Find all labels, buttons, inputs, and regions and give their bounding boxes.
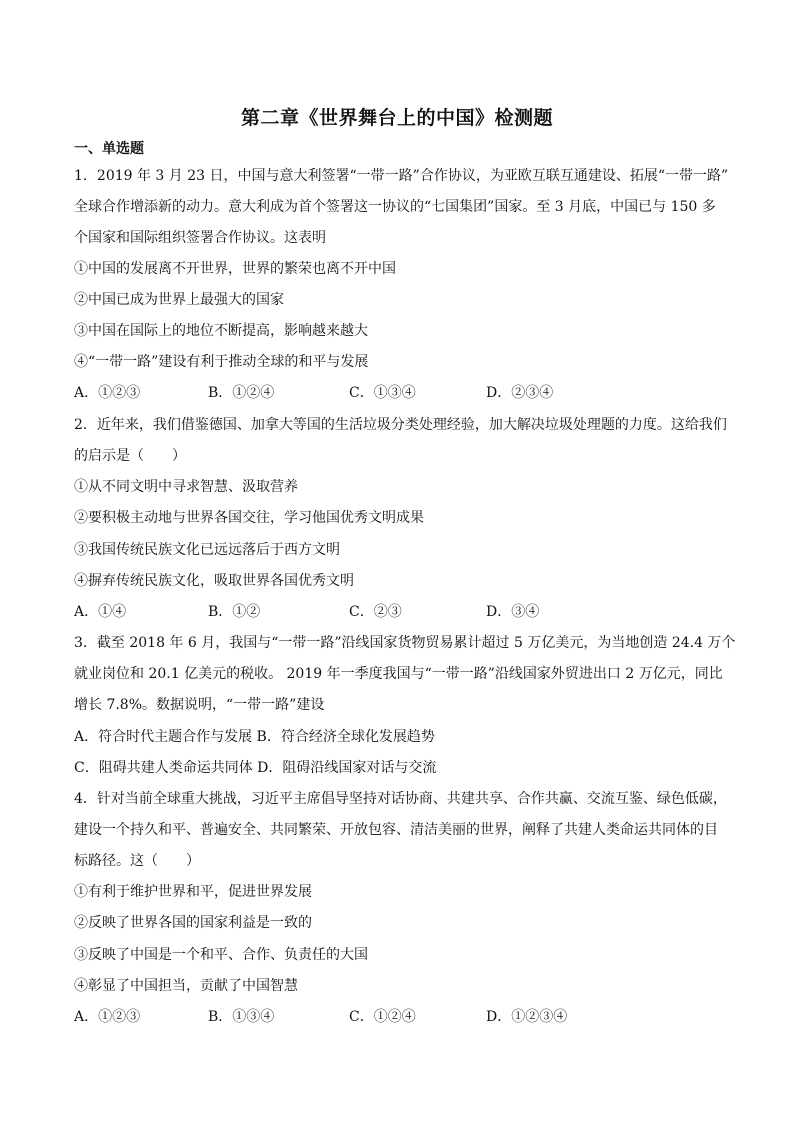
- question-2-statement: ④摒弃传统民族文化，吸取世界各国优秀文明: [74, 573, 354, 589]
- page-title: 第二章《世界舞台上的中国》检测题: [240, 107, 553, 129]
- option-b[interactable]: B．①②④: [208, 385, 275, 401]
- option-a[interactable]: A．①②③: [74, 385, 141, 401]
- question-1-statement: ④“一带一路”建设有利于推动全球的和平与发展: [74, 354, 369, 370]
- option-a[interactable]: A．①④: [74, 604, 127, 620]
- question-4-statement: ④彰显了中国担当，贡献了中国智慧: [74, 978, 298, 994]
- question-1-line: 全球合作增添新的动力。意大利成为首个签署这一协议的“七国集团”国家。至 3 月底，中国已与 150 多: [74, 199, 716, 215]
- question-3-options-ab[interactable]: A．符合时代主题合作与发展 B．符合经济全球化发展趋势: [74, 729, 435, 745]
- question-3-line: 增长 7.8%。数据说明，“一带一路”建设: [74, 697, 325, 713]
- question-4-statement: ③反映了中国是一个和平、合作、负责任的大国: [74, 947, 368, 963]
- question-3-line: 就业岗位和 20.1 亿美元的税收。 2019 年一季度我国与“一带一路”沿线国家外贸进出口 2 万亿元，同比: [74, 666, 723, 682]
- question-2-options: [74, 603, 734, 621]
- question-1-options: [74, 384, 734, 402]
- question-2-line: 2．近年来，我们借鉴德国、加拿大等国的生活垃圾分类处理经验，加大解决垃圾处理题的力度。这给我们: [74, 417, 727, 433]
- question-1-line: 个国家和国际组织签署合作协议。这表明: [74, 230, 326, 246]
- question-4-line: 建设一个持久和平、普遍安全、共同繁荣、开放包容、清洁美丽的世界，阐释了共建人类命运共同体的目: [74, 822, 718, 838]
- option-c[interactable]: C．①③④: [349, 385, 416, 401]
- question-2-line: 的启示是（ ）: [74, 448, 186, 464]
- option-b[interactable]: B．①②: [208, 604, 261, 620]
- option-b[interactable]: B．①③④: [208, 1009, 275, 1025]
- question-4-line: 4．针对当前全球重大挑战，习近平主席倡导坚持对话协商、共建共享、合作共赢、交流互鉴、绿色低碳，: [74, 791, 727, 807]
- option-d[interactable]: D．①②③④: [486, 1009, 568, 1025]
- question-4-line: 标路径。这（ ）: [74, 853, 200, 869]
- question-2-statement: ③我国传统民族文化已远远落后于西方文明: [74, 542, 340, 558]
- question-4-statement: ①有利于维护世界和平，促进世界发展: [74, 884, 312, 900]
- question-3-line: 3．截至 2018 年 6 月，我国与“一带一路”沿线国家货物贸易累计超过 5 万亿美元，为当地创造 24.4 万个: [74, 635, 736, 651]
- section-heading: 一、单选题: [74, 141, 144, 157]
- question-1-statement: ③中国在国际上的地位不断提高，影响越来越大: [74, 323, 368, 339]
- question-3-options-cd[interactable]: C．阻碍共建人类命运共同体 D．阻碍沿线国家对话与交流: [74, 760, 437, 776]
- question-4-options: [74, 1008, 734, 1026]
- question-1-statement: ①中国的发展离不开世界，世界的繁荣也离不开中国: [74, 261, 396, 277]
- question-1-line: 1．2019 年 3 月 23 日，中国与意大利签署“一带一路”合作协议，为亚欧互联互通建设、拓展“一带一路”: [74, 168, 729, 184]
- question-4-statement: ②反映了世界各国的国家利益是一致的: [74, 915, 312, 931]
- question-1-statement: ②中国已成为世界上最强大的国家: [74, 292, 284, 308]
- question-2-statement: ②要积极主动地与世界各国交往，学习他国优秀文明成果: [74, 510, 424, 526]
- option-c[interactable]: C．②③: [349, 604, 402, 620]
- option-c[interactable]: C．①②④: [349, 1009, 416, 1025]
- option-d[interactable]: D．②③④: [486, 385, 554, 401]
- option-d[interactable]: D．③④: [486, 604, 540, 620]
- option-a[interactable]: A．①②③: [74, 1009, 141, 1025]
- question-2-statement: ①从不同文明中寻求智慧、汲取营养: [74, 479, 298, 495]
